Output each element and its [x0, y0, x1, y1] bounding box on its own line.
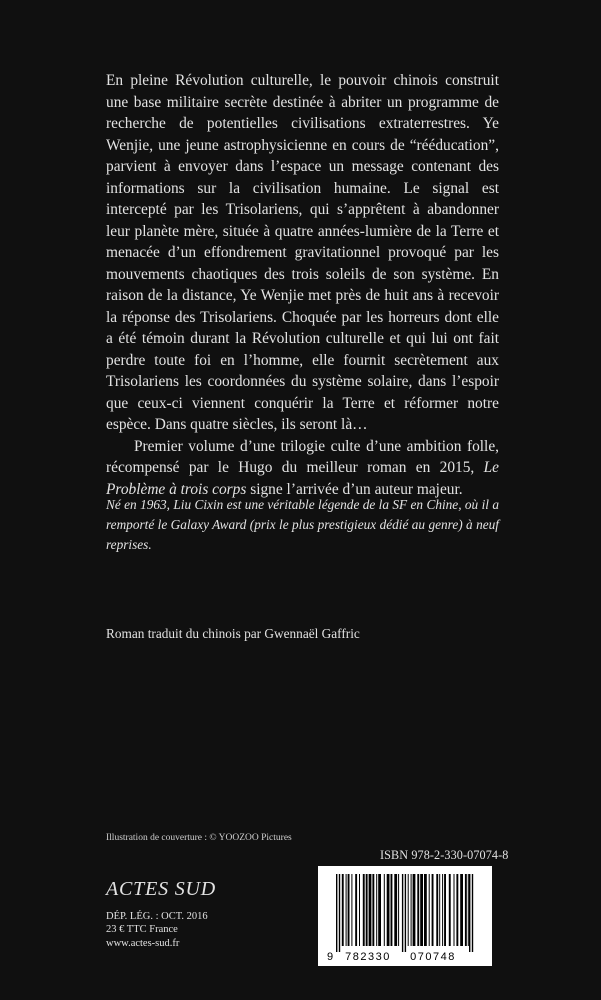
barcode-bar-14 [391, 874, 393, 946]
barcode-bar-26 [439, 874, 440, 946]
barcode-bar-1 [346, 874, 347, 946]
book-title: Le Problème à trois corps [106, 459, 499, 498]
barcode-bar-7 [366, 874, 368, 946]
barcode-bar-12 [384, 874, 385, 946]
barcode-bar-0 [342, 874, 344, 946]
barcode-guard-bar [336, 874, 337, 952]
barcode-bar-17 [408, 874, 409, 946]
barcode-guard-bar [469, 874, 470, 952]
barcode-bar-16 [398, 874, 399, 946]
barcode [318, 866, 492, 966]
barcode-bar-20 [417, 874, 419, 946]
publisher-details [106, 910, 208, 950]
cover-illustration-credit: Illustration de couverture : © YOOZOO Pictures [106, 833, 292, 843]
barcode-bar-10 [376, 874, 377, 946]
barcode-guard-bar [402, 874, 403, 952]
barcode-bar-34 [468, 874, 469, 946]
barcode-bar-23 [429, 874, 430, 946]
barcode-bar-31 [456, 874, 458, 946]
barcode-bar-13 [387, 874, 390, 946]
barcode-bar-21 [420, 874, 423, 946]
barcode-bar-30 [454, 874, 455, 946]
barcode-guard-bar [472, 874, 473, 952]
blurb-paragraph-2-end: signe l’arrivée d’un auteur majeur. [246, 480, 463, 498]
blurb-paragraph-1: En pleine Révolution culturelle, le pouvoir chinois construit une base militaire secrète destinée à abriter un programme de recherche de potentielles civilisations extraterrestres. Ye Wenjie, une jeune astrophysicienne en cours de “rééducation”, parvient à envoyer dans l’espace un message contenant des informations sur la civilisation humaine. Le signal est intercepté par les Trisolariens, qui s’apprêtent à abandonner leur planète mère, située à quatre années-lumière de la Terre et menacée d’un effondrement gravitationnel provoqué par les mouvements chaotiques des trois soleils de son système. En raison de la distance, Ye Wenjie met près de huit ans à recevoir la réponse des Trisolariens. Choquée par les horreurs dont elle a été témoin durant la Révolution culturelle et qui lui ont fait perdre toute foi en l’homme, elle fournit secrètement aux Trisolariens les coordonnées du système solaire, dans l’espoir que ceux-ci viennent conquérir la Terre et réformer notre espèce. Dans quatre siècles, ils seront là… [106, 72, 499, 433]
barcode-bar-18 [411, 874, 412, 946]
barcode-bar-2 [348, 874, 350, 946]
barcode-bar-29 [449, 874, 451, 946]
barcode-digits-first: 9 [327, 951, 334, 963]
barcode-bar-3 [351, 874, 352, 946]
barcode-bars [336, 874, 473, 952]
blurb [106, 70, 499, 500]
barcode-bar-15 [394, 874, 397, 946]
website[interactable]: www.actes-sud.fr [106, 937, 180, 949]
barcode-guard-bar [339, 874, 340, 952]
barcode-bar-33 [465, 874, 467, 946]
barcode-bar-8 [369, 874, 372, 946]
barcode-bar-27 [442, 874, 443, 946]
price: 23 € TTC France [106, 924, 178, 936]
blurb-paragraph-2-text: Premier volume d’une trilogie culte d’une ambition folle, récompensé par le Hugo du meilleur roman en 2015, [106, 437, 499, 476]
barcode-guard-bar [405, 874, 406, 952]
barcode-bar-32 [460, 874, 463, 946]
barcode-digits-right: 070748 [410, 951, 456, 963]
author-note: Né en 1963, Liu Cixin est une véritable légende de la SF en Chine, où il a remporté le Galaxy Award (prix le plus prestigieux dédié au genre) à neuf reprises. [106, 497, 499, 552]
barcode-bar-11 [378, 874, 381, 946]
legal-deposit: DÉP. LÉG. : OCT. 2016 [106, 911, 208, 922]
barcode-graphic [318, 866, 492, 966]
barcode-bar-4 [355, 874, 357, 946]
publisher-logo: ACTES SUD [106, 878, 216, 900]
translator-credit: Roman traduit du chinois par Gwennaël Gaffric [106, 626, 360, 641]
blurb-paragraph-2 [106, 436, 499, 501]
barcode-bar-22 [424, 874, 427, 946]
barcode-bar-6 [363, 874, 365, 946]
barcode-bar-28 [444, 874, 446, 946]
barcode-digits-left: 782330 [345, 951, 391, 963]
barcode-bar-24 [432, 874, 434, 946]
isbn-number: ISBN 978-2-330-07074-8 [380, 848, 509, 862]
barcode-bar-25 [436, 874, 438, 946]
barcode-bar-19 [413, 874, 416, 946]
barcode-bar-9 [372, 874, 374, 946]
barcode-bar-5 [359, 874, 360, 946]
